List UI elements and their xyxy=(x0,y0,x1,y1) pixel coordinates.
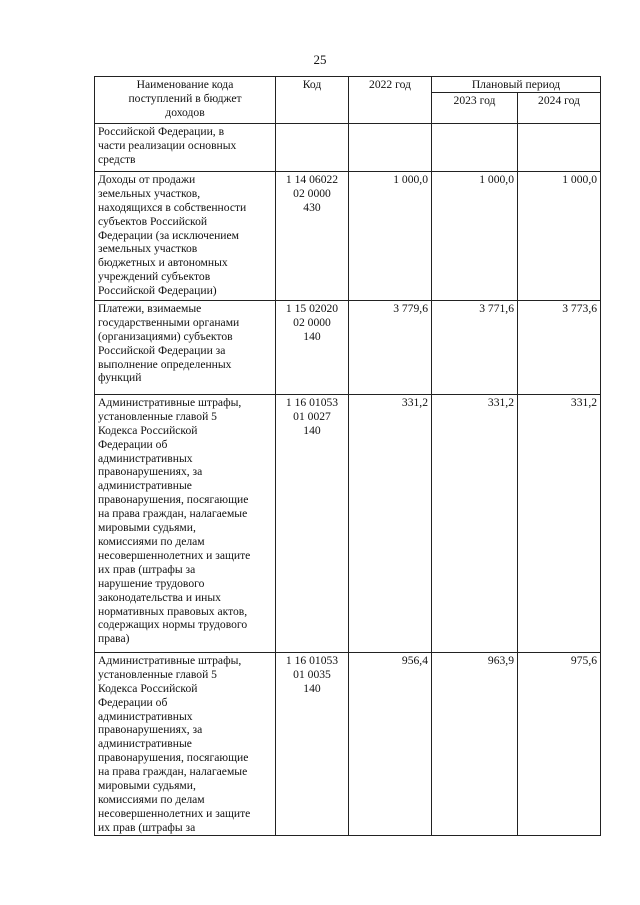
value-2024-cell: 3 773,6 xyxy=(518,300,601,394)
revenue-name-line: мировыми судьями, xyxy=(98,779,196,793)
revenue-code-line: 01 0027 xyxy=(293,409,331,423)
revenue-name-line: находящихся в собственности xyxy=(98,200,247,214)
revenue-name-cell xyxy=(95,394,276,652)
value-2022-cell: 956,4 xyxy=(349,652,432,835)
revenue-name-line: Кодекса Российской xyxy=(98,423,198,437)
header-name-line: поступлений в бюджет xyxy=(128,91,242,105)
value-2022-cell: 331,2 xyxy=(349,394,432,652)
revenue-name-line: Административные штрафы, xyxy=(98,395,242,409)
header-year-2023: 2023 год xyxy=(432,92,518,123)
revenue-name-line: средств xyxy=(98,152,136,166)
revenue-name-line: земельных участков, xyxy=(98,186,201,200)
revenue-name-line: комиссиями по делам xyxy=(98,534,205,548)
header-row xyxy=(95,77,601,93)
budget-revenue-table xyxy=(94,76,601,836)
revenue-code-line: 140 xyxy=(303,423,321,437)
revenue-name-line: установленные главой 5 xyxy=(98,667,217,681)
revenue-code-line: 1 15 02020 xyxy=(285,301,339,315)
revenue-name-line: нарушение трудового xyxy=(98,576,205,590)
revenue-code-cell xyxy=(276,171,349,300)
value-2022-cell: 3 779,6 xyxy=(349,300,432,394)
revenue-name-line: их прав (штрафы за xyxy=(98,562,196,576)
revenue-code-cell xyxy=(276,394,349,652)
revenue-name-line: Кодекса Российской xyxy=(98,681,198,695)
revenue-name-line: государственными органами xyxy=(98,315,240,329)
revenue-name-line: административных xyxy=(98,451,193,465)
revenue-code-line: 02 0000 xyxy=(293,186,331,200)
header-name-line: доходов xyxy=(165,105,205,119)
revenue-name-line: комиссиями по делам xyxy=(98,792,205,806)
revenue-code-line: 140 xyxy=(303,329,321,343)
revenue-name-line: субъектов Российской xyxy=(98,214,208,228)
table-row xyxy=(95,394,601,652)
revenue-name-cell xyxy=(95,171,276,300)
value-2023-cell: 1 000,0 xyxy=(432,171,518,300)
revenue-code-cell xyxy=(276,652,349,835)
value-2023-cell: 963,9 xyxy=(432,652,518,835)
header-name-line: Наименование кода xyxy=(136,78,234,91)
revenue-name-line: правонарушения, посягающие xyxy=(98,751,249,765)
revenue-code-line: 01 0035 xyxy=(293,667,331,681)
revenue-code-cell xyxy=(276,300,349,394)
revenue-name-line: Платежи, взимаемые xyxy=(98,301,202,315)
header-year-2022: 2022 год xyxy=(349,77,432,124)
revenue-code-line: 02 0000 xyxy=(293,315,331,329)
revenue-name-line: установленные главой 5 xyxy=(98,409,217,423)
revenue-name-cell xyxy=(95,123,276,171)
revenue-name-line: несовершеннолетних и защите xyxy=(98,806,251,820)
revenue-name-line: Российской Федерации за xyxy=(98,343,226,357)
revenue-name-line: административные xyxy=(98,737,192,751)
value-2022-cell xyxy=(349,123,432,171)
revenue-code-cell xyxy=(276,123,349,171)
value-2023-cell: 331,2 xyxy=(432,394,518,652)
revenue-name-line: правонарушениях, за xyxy=(98,723,203,737)
value-2023-cell xyxy=(432,123,518,171)
revenue-name-line: Федерации об xyxy=(98,437,168,451)
revenue-code-line: 1 16 01053 xyxy=(285,653,339,667)
revenue-name-line: учреждений субъектов xyxy=(98,270,211,284)
revenue-name-cell xyxy=(95,300,276,394)
revenue-name-line: земельных участков xyxy=(98,242,198,256)
revenue-code-line: 430 xyxy=(303,200,321,214)
table-row xyxy=(95,652,601,835)
table-row xyxy=(95,300,601,394)
value-2024-cell: 1 000,0 xyxy=(518,171,601,300)
revenue-name-line: административные xyxy=(98,479,192,493)
table-row xyxy=(95,123,601,171)
revenue-name-cell xyxy=(95,652,276,835)
revenue-name-line: законодательства и иных xyxy=(98,590,221,604)
revenue-name-line: на права граждан, налагаемые xyxy=(98,765,248,779)
revenue-name-line: административных xyxy=(98,709,193,723)
revenue-name-line: Федерации (за исключением xyxy=(98,228,239,242)
revenue-name-line: Федерации об xyxy=(98,695,168,709)
revenue-name-line: Административные штрафы, xyxy=(98,653,242,667)
revenue-name-line: на права граждан, налагаемые xyxy=(98,507,248,521)
value-2023-cell: 3 771,6 xyxy=(432,300,518,394)
revenue-name-line: содержащих нормы трудового xyxy=(98,618,248,632)
revenue-name-line: (организациями) субъектов xyxy=(98,329,233,343)
header-code: Код xyxy=(276,77,349,124)
revenue-name-line: мировыми судьями, xyxy=(98,521,196,535)
revenue-name-line: правонарушениях, за xyxy=(98,465,203,479)
revenue-code-line: 140 xyxy=(303,681,321,695)
value-2024-cell xyxy=(518,123,601,171)
revenue-name-line: Доходы от продажи xyxy=(98,172,196,186)
revenue-name-line: Российской Федерации) xyxy=(98,284,217,298)
table-row xyxy=(95,171,601,300)
revenue-code-line: 1 14 06022 xyxy=(285,172,339,186)
revenue-name-line: несовершеннолетних и защите xyxy=(98,548,251,562)
revenue-name-line: Российской Федерации, в xyxy=(98,124,225,138)
revenue-code-line: 1 16 01053 xyxy=(285,395,339,409)
revenue-name-line: правонарушения, посягающие xyxy=(98,493,249,507)
revenue-name-line: части реализации основных xyxy=(98,138,237,152)
revenue-name-line: бюджетных и автономных xyxy=(98,256,228,270)
value-2022-cell: 1 000,0 xyxy=(349,171,432,300)
revenue-name-line: нормативных правовых актов, xyxy=(98,604,248,618)
header-planned-period: Плановый период xyxy=(432,77,601,93)
header-year-2024: 2024 год xyxy=(518,92,601,123)
value-2024-cell: 975,6 xyxy=(518,652,601,835)
value-2024-cell: 331,2 xyxy=(518,394,601,652)
revenue-name-line: функций xyxy=(98,371,142,385)
header-name xyxy=(95,77,276,124)
page-number: 25 xyxy=(313,52,327,67)
revenue-name-line: выполнение определенных xyxy=(98,357,232,371)
revenue-name-line: их прав (штрафы за xyxy=(98,820,196,834)
revenue-name-line: права) xyxy=(98,632,130,646)
